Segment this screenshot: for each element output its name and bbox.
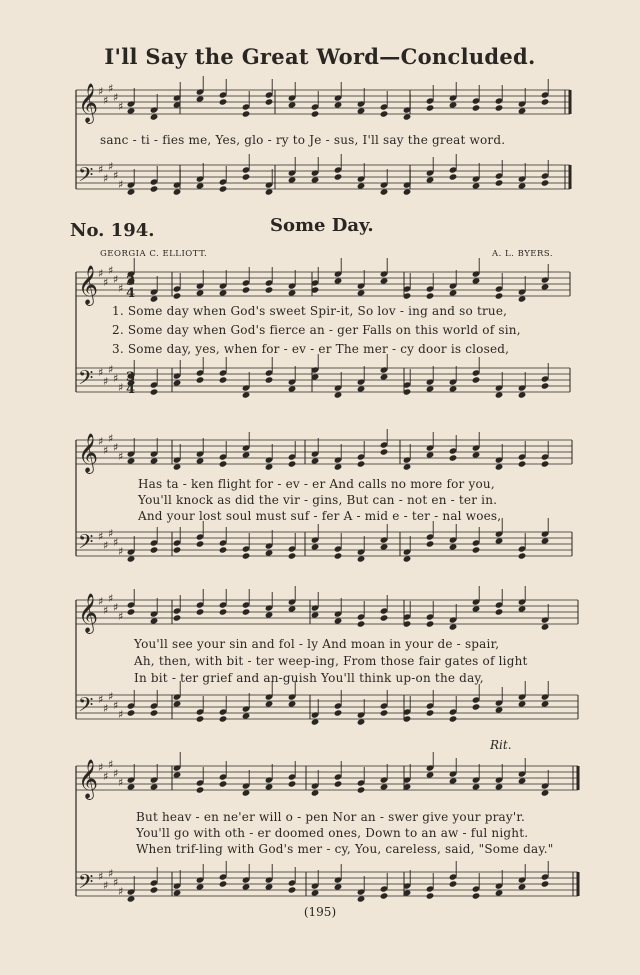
note-head [449, 777, 458, 784]
note-head [380, 783, 389, 790]
note-head [219, 376, 228, 383]
note-head [127, 188, 136, 195]
ritardando-marking: Rit. [490, 738, 512, 752]
sharp-icon: ♯ [118, 100, 124, 113]
note-head [426, 451, 435, 458]
note-head [426, 771, 435, 778]
lyric-line: Has ta - ken flight for - ev - er And calls no more for you, [138, 477, 495, 491]
note-head [173, 889, 182, 896]
note-head [541, 98, 550, 105]
note-head [150, 783, 159, 790]
note-head [311, 611, 320, 618]
note-head [242, 110, 251, 117]
note-head [311, 176, 320, 183]
note-head [150, 457, 159, 464]
treble-clef-icon: 𝄞 [78, 83, 99, 123]
sharp-icon: ♯ [118, 178, 124, 191]
sharp-icon: ♯ [113, 536, 119, 549]
note-head [357, 786, 366, 793]
time-signature: 3 [126, 370, 136, 385]
sharp-icon: ♯ [108, 363, 114, 376]
sharp-icon: ♯ [113, 441, 119, 454]
note-head [288, 886, 297, 893]
note-head [242, 286, 251, 293]
note-head [173, 771, 182, 778]
sharp-icon: ♯ [118, 776, 124, 789]
note-head [173, 546, 182, 553]
note-head [265, 783, 274, 790]
note-head [518, 182, 527, 189]
note-head [173, 700, 182, 707]
note-head [380, 188, 389, 195]
note-head [242, 712, 251, 719]
note-head [127, 783, 136, 790]
sharp-icon: ♯ [113, 273, 119, 286]
note-head [426, 540, 435, 547]
note-head [150, 388, 159, 395]
note-head [288, 385, 297, 392]
note-head [219, 546, 228, 553]
bass-clef-icon: 𝄢 [78, 163, 94, 191]
sharp-icon: ♯ [118, 450, 124, 463]
note-head [219, 780, 228, 787]
sharp-icon: ♯ [103, 770, 109, 783]
note-head [288, 176, 297, 183]
note-head [265, 286, 274, 293]
note-head [357, 555, 366, 562]
sharp-icon: ♯ [113, 169, 119, 182]
note-head [426, 892, 435, 899]
sharp-icon: ♯ [108, 867, 114, 880]
bass-clef-icon: 𝄢 [78, 693, 94, 721]
note-head [334, 173, 343, 180]
note-head [334, 883, 343, 890]
note-head [357, 385, 366, 392]
sharp-icon: ♯ [108, 527, 114, 540]
note-head [472, 182, 481, 189]
sharp-icon: ♯ [103, 702, 109, 715]
note-head [242, 451, 251, 458]
note-head [541, 623, 550, 630]
sharp-icon: ♯ [98, 693, 104, 706]
note-head [518, 605, 527, 612]
note-head [449, 289, 458, 296]
note-head [265, 463, 274, 470]
note-head [357, 460, 366, 467]
note-head [426, 104, 435, 111]
sharp-icon: ♯ [118, 381, 124, 394]
note-head [311, 718, 320, 725]
note-head [219, 289, 228, 296]
sharp-icon: ♯ [103, 444, 109, 457]
bass-clef-icon: 𝄢 [78, 366, 94, 394]
note-head [472, 892, 481, 899]
note-head [403, 113, 412, 120]
note-head [495, 463, 504, 470]
note-head [403, 463, 412, 470]
hymn-title: Some Day. [270, 215, 374, 236]
note-head [265, 549, 274, 556]
sharp-icon: ♯ [103, 94, 109, 107]
sharp-icon: ♯ [108, 432, 114, 445]
note-head [196, 540, 205, 547]
note-head [196, 786, 205, 793]
note-head [495, 391, 504, 398]
sharp-icon: ♯ [113, 91, 119, 104]
note-head [380, 110, 389, 117]
note-head [541, 880, 550, 887]
note-head [334, 709, 343, 716]
sharp-icon: ♯ [98, 435, 104, 448]
sharp-icon: ♯ [103, 539, 109, 552]
note-head [150, 185, 159, 192]
note-head [150, 113, 159, 120]
lyric-line: You'll see your sin and fol - ly And moan in your de - spair, [134, 637, 500, 651]
note-head [334, 391, 343, 398]
sharp-icon: ♯ [118, 708, 124, 721]
note-head [495, 537, 504, 544]
note-head [127, 709, 136, 716]
sharp-icon: ♯ [108, 690, 114, 703]
note-head [380, 614, 389, 621]
note-head [472, 703, 481, 710]
sharp-icon: ♯ [103, 276, 109, 289]
note-head [196, 95, 205, 102]
note-head [334, 277, 343, 284]
page-number: (195) [303, 905, 337, 919]
note-head [449, 101, 458, 108]
note-head [219, 880, 228, 887]
note-head [242, 552, 251, 559]
sharp-icon: ♯ [98, 761, 104, 774]
time-signature: 4 [126, 286, 136, 301]
note-head [541, 789, 550, 796]
note-head [265, 611, 274, 618]
note-head [288, 780, 297, 787]
lyric-line: 3. Some day, yes, when for - ev - er The mer - cy door is closed, [112, 342, 510, 356]
note-head [334, 552, 343, 559]
note-head [242, 608, 251, 615]
note-head [127, 608, 136, 615]
note-head [426, 709, 435, 716]
note-head [518, 460, 527, 467]
lyric-line: You'll go with oth - er doomed ones, Down to an aw - ful night. [136, 826, 529, 840]
note-head [196, 608, 205, 615]
note-head [311, 889, 320, 896]
note-head [357, 718, 366, 725]
treble-clef-icon: 𝄞 [78, 759, 99, 799]
note-head [541, 283, 550, 290]
note-head [334, 617, 343, 624]
note-head [449, 543, 458, 550]
note-head [150, 886, 159, 893]
note-head [518, 552, 527, 559]
note-head [265, 700, 274, 707]
treble-clef-icon: 𝄞 [78, 433, 99, 473]
note-head [127, 107, 136, 114]
note-head [265, 188, 274, 195]
sharp-icon: ♯ [108, 160, 114, 173]
note-head [219, 98, 228, 105]
note-head [380, 373, 389, 380]
note-head [196, 376, 205, 383]
note-head [334, 101, 343, 108]
note-head [357, 107, 366, 114]
sharp-icon: ♯ [113, 876, 119, 889]
lyric-line: 2. Some day when God's fierce an - ger Falls on this world of sin, [112, 323, 521, 337]
note-head [334, 463, 343, 470]
time-signature: 4 [126, 382, 136, 397]
note-head [472, 605, 481, 612]
note-head [380, 543, 389, 550]
note-head [219, 460, 228, 467]
sharp-icon: ♯ [118, 282, 124, 295]
sharp-icon: ♯ [113, 601, 119, 614]
note-head [403, 188, 412, 195]
note-head [541, 179, 550, 186]
note-head [173, 614, 182, 621]
note-head [380, 892, 389, 899]
treble-clef-icon: 𝄞 [78, 265, 99, 305]
note-head [472, 376, 481, 383]
note-head [472, 451, 481, 458]
time-signature: 3 [126, 274, 136, 289]
lyric-line: 1. Some day when God's sweet Spir-it, So lov - ing and so true, [112, 304, 508, 318]
note-head [265, 376, 274, 383]
note-head [150, 546, 159, 553]
note-head [495, 608, 504, 615]
note-head [219, 715, 228, 722]
note-head [518, 700, 527, 707]
note-head [495, 889, 504, 896]
lyric-line: You'll knock as did the vir - gins, But can - not en - ter in. [138, 493, 498, 507]
lyric-line: In bit - ter grief and an-guish You'll think up-on the day, [134, 671, 484, 685]
lyric-line: Ah, then, with bit - ter weep-ing, From those fair gates of light [134, 654, 528, 668]
note-head [495, 292, 504, 299]
note-head [518, 883, 527, 890]
sharp-icon: ♯ [103, 375, 109, 388]
lyric-line: When trif-ling with God's mer - cy, You, careless, said, "Some day." [136, 842, 554, 856]
hymn-number: No. 194. [70, 220, 155, 241]
note-head [219, 185, 228, 192]
note-head [357, 620, 366, 627]
note-head [150, 295, 159, 302]
note-head [150, 617, 159, 624]
sharp-icon: ♯ [108, 82, 114, 95]
note-head [380, 277, 389, 284]
note-head [150, 709, 159, 716]
author-words: GEORGIA C. ELLIOTT. [100, 249, 208, 259]
note-head [242, 391, 251, 398]
lyric-line: And your lost soul must suf - fer A - mid e - ter - nal woes, [138, 509, 502, 523]
note-head [426, 176, 435, 183]
note-head [288, 101, 297, 108]
sharp-icon: ♯ [98, 530, 104, 543]
note-head [357, 895, 366, 902]
note-head [495, 783, 504, 790]
concluded-lyric-line: sanc - ti - fies me, Yes, glo - ry to Je - sus, I'll say the great word. [100, 133, 506, 147]
treble-clef-icon: 𝄞 [78, 593, 99, 633]
note-head [334, 780, 343, 787]
note-head [518, 391, 527, 398]
note-head [173, 379, 182, 386]
note-head [495, 104, 504, 111]
note-head [426, 292, 435, 299]
note-head [449, 173, 458, 180]
note-head [449, 385, 458, 392]
author-music: A. L. BYERS. [492, 249, 554, 259]
page-title: I'll Say the Great Word—Concluded. [104, 44, 536, 69]
sharp-icon: ♯ [118, 885, 124, 898]
sharp-icon: ♯ [98, 267, 104, 280]
note-head [196, 182, 205, 189]
note-head [311, 457, 320, 464]
note-head [449, 715, 458, 722]
sharp-icon: ♯ [103, 172, 109, 185]
note-head [541, 700, 550, 707]
note-head [311, 543, 320, 550]
note-head [541, 460, 550, 467]
note-head [127, 895, 136, 902]
note-head [242, 173, 251, 180]
sharp-icon: ♯ [98, 366, 104, 379]
note-head [403, 555, 412, 562]
note-head [449, 623, 458, 630]
lyric-line: But heav - en ne'er will o - pen Nor an - swer give your pray'r. [136, 810, 525, 824]
note-head [472, 546, 481, 553]
note-head [127, 457, 136, 464]
note-head [288, 605, 297, 612]
note-head [495, 179, 504, 186]
sharp-icon: ♯ [108, 592, 114, 605]
note-head [518, 777, 527, 784]
sharp-icon: ♯ [118, 545, 124, 558]
note-head [173, 292, 182, 299]
note-head [127, 555, 136, 562]
note-head [495, 706, 504, 713]
bass-clef-icon: 𝄢 [78, 870, 94, 898]
note-head [472, 104, 481, 111]
note-head [196, 457, 205, 464]
note-head [472, 783, 481, 790]
note-head [380, 709, 389, 716]
note-head [357, 182, 366, 189]
sharp-icon: ♯ [108, 264, 114, 277]
sharp-icon: ♯ [98, 870, 104, 883]
sharp-icon: ♯ [113, 372, 119, 385]
sharp-icon: ♯ [98, 85, 104, 98]
sharp-icon: ♯ [103, 879, 109, 892]
note-head [311, 110, 320, 117]
note-head [265, 98, 274, 105]
note-head [472, 277, 481, 284]
sharp-icon: ♯ [113, 767, 119, 780]
sharp-icon: ♯ [108, 758, 114, 771]
note-head [449, 880, 458, 887]
note-head [541, 382, 550, 389]
sharp-icon: ♯ [98, 595, 104, 608]
note-head [288, 700, 297, 707]
sharp-icon: ♯ [113, 699, 119, 712]
note-head [426, 385, 435, 392]
note-head [219, 608, 228, 615]
note-head [518, 107, 527, 114]
sharp-icon: ♯ [103, 604, 109, 617]
note-head [541, 537, 550, 544]
note-head [242, 883, 251, 890]
note-head [288, 289, 297, 296]
note-head [518, 295, 527, 302]
note-head [242, 789, 251, 796]
bass-clef-icon: 𝄢 [78, 530, 94, 558]
note-head [311, 789, 320, 796]
note-head [173, 463, 182, 470]
sharp-icon: ♯ [118, 610, 124, 623]
note-head [265, 883, 274, 890]
note-head [196, 715, 205, 722]
note-head [426, 620, 435, 627]
note-head [288, 552, 297, 559]
sharp-icon: ♯ [98, 163, 104, 176]
note-head [173, 188, 182, 195]
note-head [449, 454, 458, 461]
note-head [196, 883, 205, 890]
note-head [357, 289, 366, 296]
note-head [288, 460, 297, 467]
note-head [196, 289, 205, 296]
note-head [380, 448, 389, 455]
